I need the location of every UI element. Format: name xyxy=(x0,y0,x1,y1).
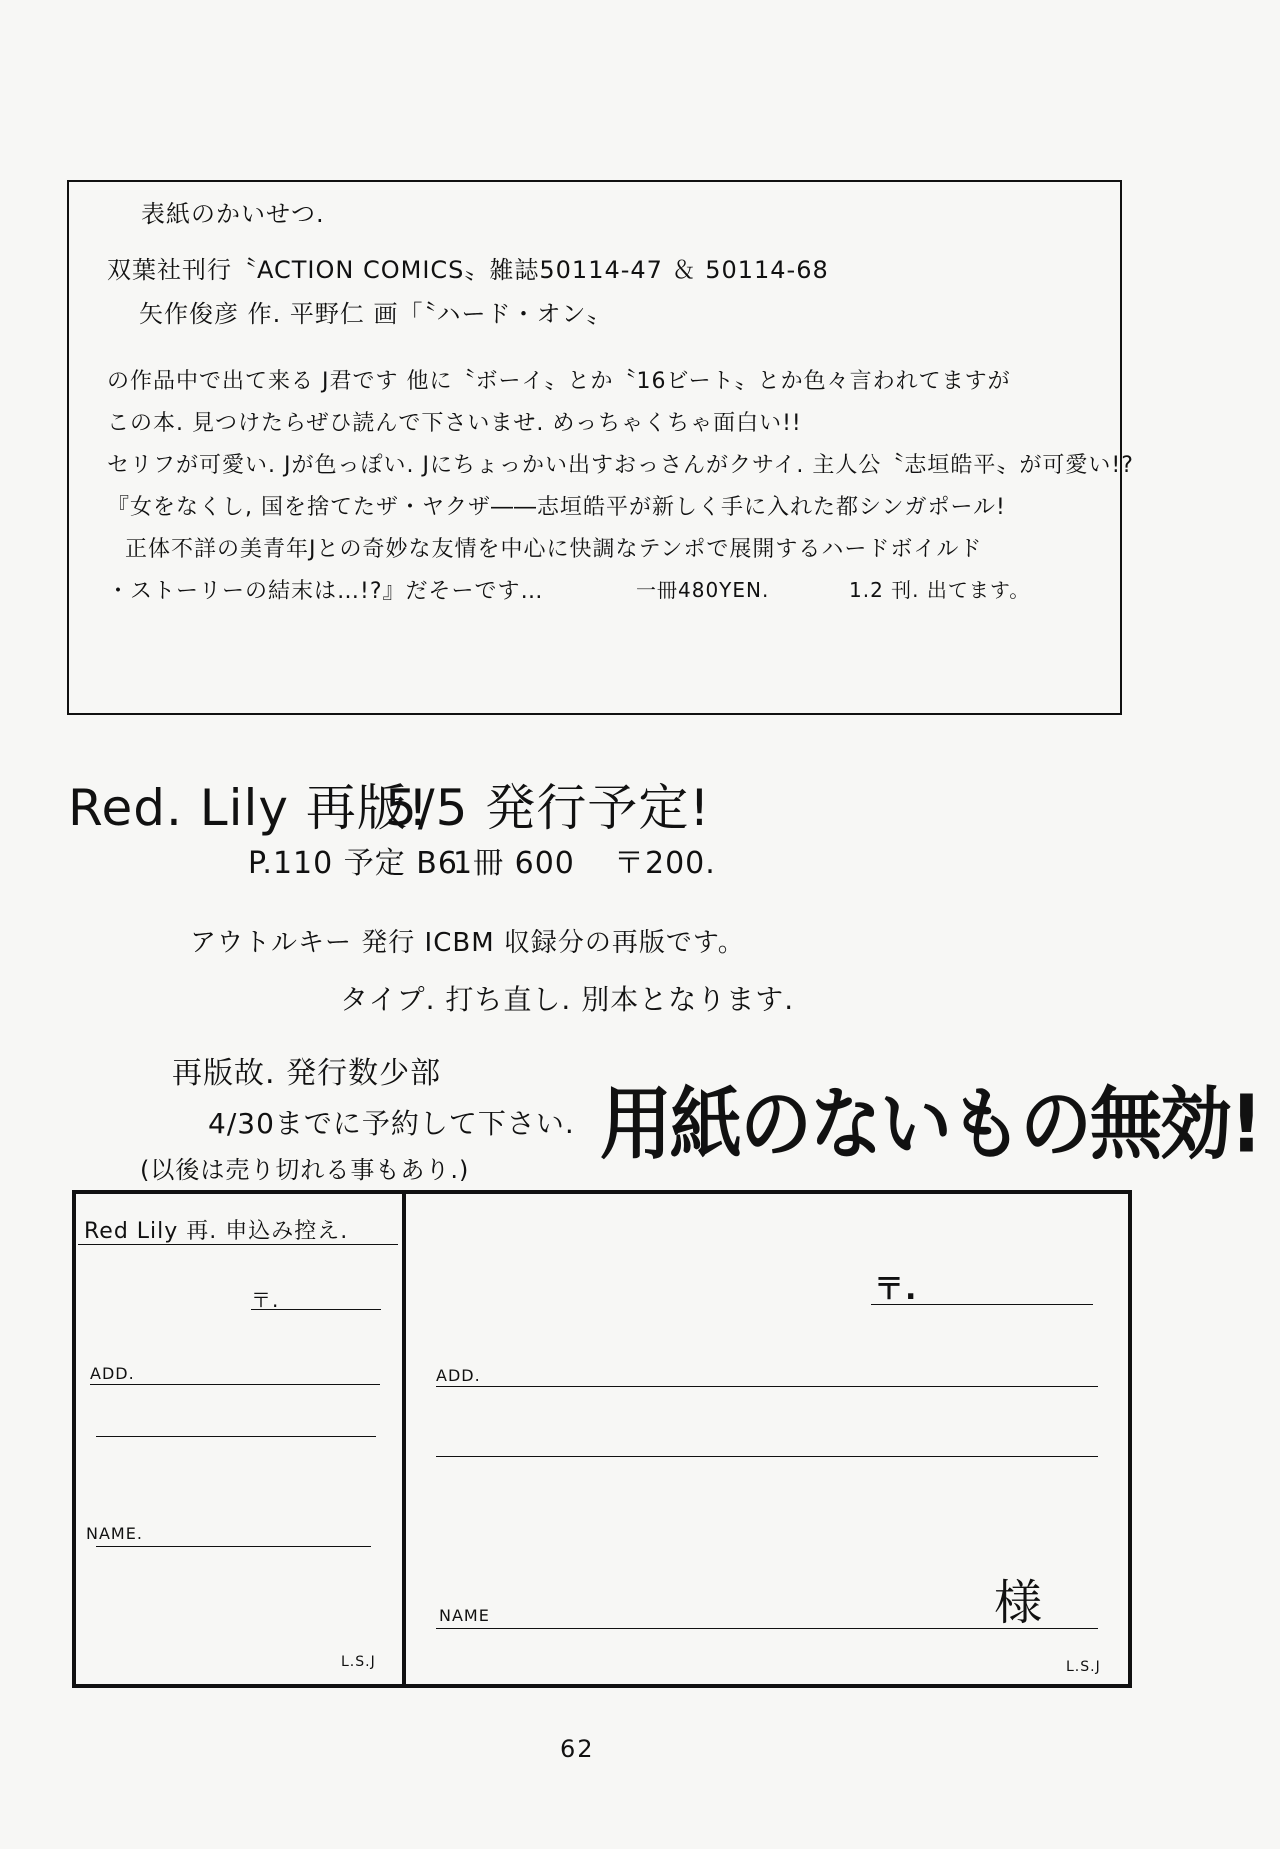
reprint-date: 5/5 発行予定! xyxy=(385,779,711,837)
main-postal-line[interactable] xyxy=(871,1304,1093,1305)
reprint-note-soldout: (以後は売り切れる事もあり.) xyxy=(140,1156,470,1184)
reprint-note-source: アウトルキー 発行 ICBM 収録分の再版です。 xyxy=(190,928,745,958)
commentary-heading: 表紙のかいせつ. xyxy=(141,200,325,228)
commentary-line-3: の作品中で出て来る J君です 他に〝ボーイ〟とか〝16ビート〟とか色々言われてますが xyxy=(107,369,1011,394)
reprint-note-deadline: 4/30までに予約して下さい. xyxy=(208,1107,575,1140)
stub-code: L.S.J xyxy=(341,1654,376,1670)
stub-address-line-2[interactable] xyxy=(96,1436,376,1437)
stub-name-label: NAME. xyxy=(86,1524,143,1543)
main-address-line-2[interactable] xyxy=(436,1456,1098,1457)
main-name-label: NAME xyxy=(439,1606,490,1625)
page-number: 62 xyxy=(560,1735,595,1763)
invalid-without-form-warning: 用紙のないもの無効! xyxy=(600,1077,1261,1170)
reprint-headline: Red. Lily 再版! xyxy=(68,779,429,837)
reprint-postage: 〒200. xyxy=(614,846,716,881)
order-form xyxy=(72,1190,1132,1688)
stub-address-label: ADD. xyxy=(90,1364,135,1383)
stub-postal-line[interactable] xyxy=(251,1309,381,1310)
commentary-line-8: ・ストーリーの結末は…!?』だそーです… xyxy=(107,579,544,604)
commentary-line-6: 『女をなくし, 国を捨てたザ・ヤクザ――志垣皓平が新しく手に入れた都シンガポール! xyxy=(107,495,1006,520)
commentary-volumes: 1.2 刊. 出てます。 xyxy=(849,578,1031,602)
reprint-note-retyped: タイプ. 打ち直し. 別本となります. xyxy=(340,983,795,1016)
stub-name-line[interactable] xyxy=(96,1546,371,1547)
reprint-price: 1冊 600 xyxy=(453,846,575,881)
main-address-line-1[interactable] xyxy=(436,1386,1098,1387)
commentary-line-7: 正体不詳の美青年Jとの奇妙な友情を中心に快調なテンポで展開するハードボイルド xyxy=(125,537,983,562)
stub-title-box xyxy=(78,1210,398,1245)
main-address-label: ADD. xyxy=(436,1366,481,1385)
commentary-line-4: この本. 見つけたらぜひ読んで下さいませ. めっちゃくちゃ面白い!! xyxy=(107,411,802,436)
main-code: L.S.J xyxy=(1066,1659,1101,1675)
stub-postal-label: 〒. xyxy=(251,1288,280,1312)
main-honorific: 様 xyxy=(994,1575,1043,1631)
reprint-note-limited: 再版故. 発行数少部 xyxy=(172,1056,442,1091)
commentary-line-5: セリフが可愛い. Jが色っぽい. Jにちょっかい出すおっさんがクサイ. 主人公〝志垣皓平〟が可愛い!? xyxy=(107,453,1134,478)
commentary-price: 一冊480YEN. xyxy=(636,578,770,602)
commentary-line-1: 双葉社刊行〝ACTION COMICS〟雑誌50114-47 ＆ 50114-68 xyxy=(107,256,829,284)
stub-address-line-1[interactable] xyxy=(90,1384,380,1385)
main-postal-label: 〒. xyxy=(874,1272,918,1307)
commentary-line-2: 矢作俊彦 作. 平野仁 画「〝ハード・オン〟 xyxy=(139,300,612,328)
stub-title: Red Lily 再. 申込み控え. xyxy=(84,1219,349,1244)
reprint-spec: P.110 予定 B6. xyxy=(248,846,469,881)
order-form-stub xyxy=(76,1194,406,1684)
commentary-box xyxy=(67,180,1134,715)
